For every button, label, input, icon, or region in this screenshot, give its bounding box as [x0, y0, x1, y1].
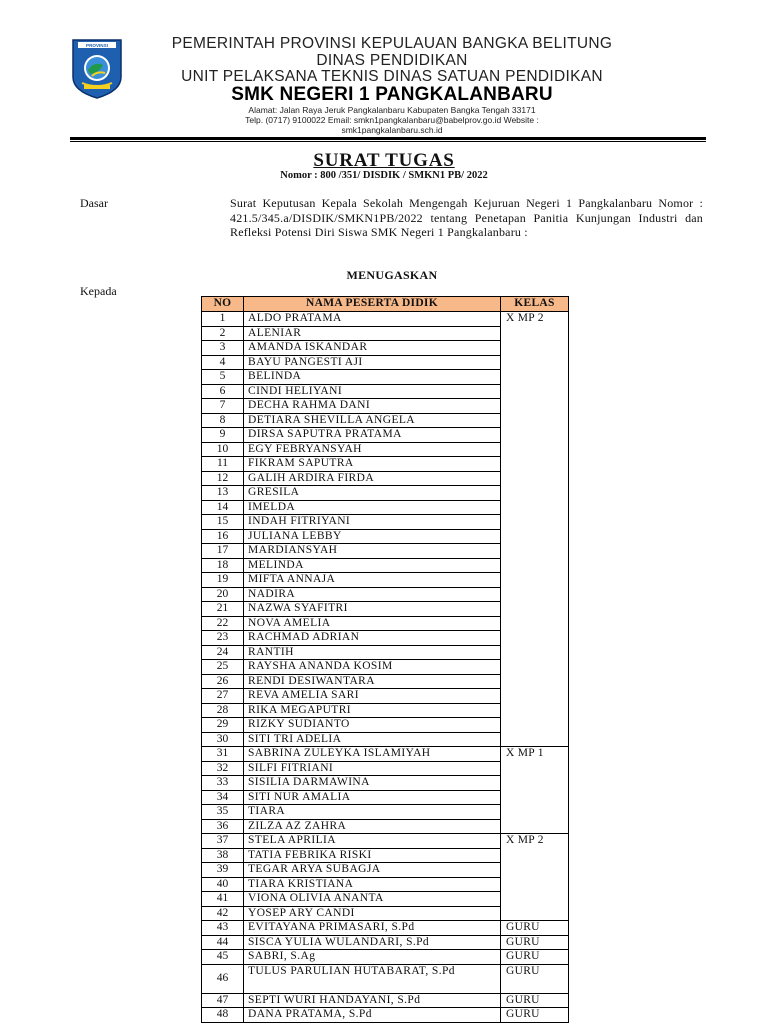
table-body — [202, 312, 569, 1023]
row-number: 31 — [202, 747, 244, 762]
letterhead-divider-thin — [70, 141, 706, 142]
document-number-label: Nomor : — [280, 170, 318, 181]
participant-class: GURU — [501, 935, 569, 950]
participant-table — [201, 296, 569, 1023]
header-no: NO — [202, 297, 244, 312]
letterhead-school-name: SMK NEGERI 1 PANGKALANBARU — [231, 84, 553, 105]
participant-name: JULIANA LEBBY — [244, 529, 501, 544]
row-number: 47 — [202, 993, 244, 1008]
row-number: 41 — [202, 892, 244, 907]
participant-name: SITI TRI ADELIA — [244, 732, 501, 747]
participant-class: X MP 1 — [501, 747, 569, 834]
row-number: 7 — [202, 399, 244, 414]
row-number: 34 — [202, 790, 244, 805]
row-number: 18 — [202, 558, 244, 573]
table-row — [202, 1008, 569, 1023]
participant-name: EVITAYANA PRIMASARI, S.Pd — [244, 921, 501, 936]
table-row — [202, 747, 569, 762]
row-number: 10 — [202, 442, 244, 457]
row-number: 2 — [202, 326, 244, 341]
participant-class: GURU — [501, 993, 569, 1008]
row-number: 26 — [202, 674, 244, 689]
row-number: 6 — [202, 384, 244, 399]
header-name: NAMA PESERTA DIDIK — [244, 297, 501, 312]
participant-name: GRESILA — [244, 486, 501, 501]
row-number: 38 — [202, 848, 244, 863]
participant-name: YOSEP ARY CANDI — [244, 906, 501, 921]
participant-name: MIFTA ANNAJA — [244, 573, 501, 588]
row-number: 27 — [202, 689, 244, 704]
participant-name: SISILIA DARMAWINA — [244, 776, 501, 791]
letterhead-address: Alamat: Jalan Raya Jeruk Pangkalanbaru Kabupaten Bangka Tengah 33171 — [248, 105, 536, 115]
letterhead-unit: UNIT PELAKSANA TEKNIS DINAS SATUAN PENDIDIKAN — [181, 68, 603, 85]
row-number: 11 — [202, 457, 244, 472]
participant-class: GURU — [501, 921, 569, 936]
letterhead-divider-thick — [70, 137, 706, 140]
participant-name: SISCA YULIA WULANDARI, S.Pd — [244, 935, 501, 950]
row-number: 30 — [202, 732, 244, 747]
basis-text: Surat Keputusan Kepala Sekolah Mengengah Kejuruan Negeri 1 Pangkalanbaru Nomor : 421.5/345.a/DISDIK/SMKN1PB/2022 tentang Penetapan Panitia Kunjungan Industri dan Refleksi Potensi Diri Siswa SMK Negeri 1 Pangkalanbaru : — [230, 196, 703, 239]
table-row — [202, 950, 569, 965]
participant-name: IMELDA — [244, 500, 501, 515]
basis-label: Dasar — [80, 196, 108, 210]
participant-name: FIKRAM SAPUTRA — [244, 457, 501, 472]
participant-name: NAZWA SYAFITRI — [244, 602, 501, 617]
document-number — [0, 170, 768, 181]
participant-name: TULUS PARULIAN HUTABARAT, S.Pd — [244, 964, 501, 993]
participant-name: SEPTI WURI HANDAYANI, S.Pd — [244, 993, 501, 1008]
row-number: 9 — [202, 428, 244, 443]
participant-name: ALENIAR — [244, 326, 501, 341]
row-number: 19 — [202, 573, 244, 588]
row-number: 22 — [202, 616, 244, 631]
participant-name: VIONA OLIVIA ANANTA — [244, 892, 501, 907]
participant-name: EGY FEBRYANSYAH — [244, 442, 501, 457]
participant-class: X MP 2 — [501, 834, 569, 921]
participant-name: NADIRA — [244, 587, 501, 602]
participant-name: ZILZA AZ ZAHRA — [244, 819, 501, 834]
participant-name: RAYSHA ANANDA KOSIM — [244, 660, 501, 675]
row-number: 15 — [202, 515, 244, 530]
table-row — [202, 834, 569, 849]
row-number: 33 — [202, 776, 244, 791]
participant-name: SABRI, S.Ag — [244, 950, 501, 965]
letterhead-government: PEMERINTAH PROVINSI KEPULAUAN BANGKA BELITUNG — [171, 35, 613, 52]
row-number: 8 — [202, 413, 244, 428]
participant-name: TATIA FEBRIKA RISKI — [244, 848, 501, 863]
table-row — [202, 935, 569, 950]
participant-name: STELA APRILIA — [244, 834, 501, 849]
participant-name: ALDO PRATAMA — [244, 312, 501, 327]
participant-class: GURU — [501, 964, 569, 993]
participant-name: NOVA AMELIA — [244, 616, 501, 631]
document-title-text: SURAT TUGAS — [313, 150, 455, 171]
participant-name: RIZKY SUDIANTO — [244, 718, 501, 733]
logo-text: PROVINSI — [86, 43, 108, 48]
participant-name: SABRINA ZULEYKA ISLAMIYAH — [244, 747, 501, 762]
participant-name: RIKA MEGAPUTRI — [244, 703, 501, 718]
row-number: 42 — [202, 906, 244, 921]
table-row — [202, 312, 569, 327]
row-number: 40 — [202, 877, 244, 892]
table-row — [202, 921, 569, 936]
participant-class: GURU — [501, 950, 569, 965]
table-header-row — [202, 297, 569, 312]
row-number: 28 — [202, 703, 244, 718]
participant-name: RANTIH — [244, 645, 501, 660]
row-number: 24 — [202, 645, 244, 660]
participant-name: MARDIANSYAH — [244, 544, 501, 559]
row-number: 16 — [202, 529, 244, 544]
participant-name: REVA AMELIA SARI — [244, 689, 501, 704]
participant-name: DECHA RAHMA DANI — [244, 399, 501, 414]
row-number: 37 — [202, 834, 244, 849]
row-number: 5 — [202, 370, 244, 385]
participant-name: DANA PRATAMA, S.Pd — [244, 1008, 501, 1023]
participant-name: TIARA — [244, 805, 501, 820]
participant-name: TEGAR ARYA SUBAGJA — [244, 863, 501, 878]
row-number: 36 — [202, 819, 244, 834]
participant-class: GURU — [501, 1008, 569, 1023]
participant-name: BELINDA — [244, 370, 501, 385]
participant-name: DIRSA SAPUTRA PRATAMA — [244, 428, 501, 443]
row-number: 25 — [202, 660, 244, 675]
participant-name: RENDI DESIWANTARA — [244, 674, 501, 689]
row-number: 12 — [202, 471, 244, 486]
document-title — [0, 150, 768, 172]
participant-name: AMANDA ISKANDAR — [244, 341, 501, 356]
row-number: 44 — [202, 935, 244, 950]
row-number: 1 — [202, 312, 244, 327]
row-number: 4 — [202, 355, 244, 370]
participant-name: GALIH ARDIRA FIRDA — [244, 471, 501, 486]
row-number: 46 — [202, 964, 244, 993]
participant-name: CINDI HELIYANI — [244, 384, 501, 399]
row-number: 39 — [202, 863, 244, 878]
row-number: 21 — [202, 602, 244, 617]
participant-name: SITI NUR AMALIA — [244, 790, 501, 805]
row-number: 20 — [202, 587, 244, 602]
participant-name: INDAH FITRIYANI — [244, 515, 501, 530]
row-number: 48 — [202, 1008, 244, 1023]
letterhead-website: smk1pangkalanbaru.sch.id — [341, 125, 443, 135]
row-number: 32 — [202, 761, 244, 776]
row-number: 23 — [202, 631, 244, 646]
letterhead-department: DINAS PENDIDIKAN — [316, 52, 468, 69]
province-logo — [70, 37, 124, 100]
row-number: 13 — [202, 486, 244, 501]
participant-name: SILFI FITRIANI — [244, 761, 501, 776]
participant-name: BAYU PANGESTI AJI — [244, 355, 501, 370]
letterhead-contact: Telp. (0717) 9100022 Email: smkn1pangkalanbaru@babelprov.go.id Website : — [245, 115, 539, 125]
row-number: 14 — [202, 500, 244, 515]
assignment-heading: MENUGASKAN — [346, 268, 438, 282]
participant-class: X MP 2 — [501, 312, 569, 747]
row-number: 45 — [202, 950, 244, 965]
table-row — [202, 993, 569, 1008]
table-row — [202, 964, 569, 993]
recipient-label: Kepada — [80, 284, 117, 298]
row-number: 29 — [202, 718, 244, 733]
document-number-value: 800 /351/ DISDIK / SMKN1 PB/ 2022 — [320, 170, 488, 181]
participant-name: TIARA KRISTIANA — [244, 877, 501, 892]
row-number: 43 — [202, 921, 244, 936]
participant-name: MELINDA — [244, 558, 501, 573]
row-number: 35 — [202, 805, 244, 820]
participant-name: RACHMAD ADRIAN — [244, 631, 501, 646]
row-number: 3 — [202, 341, 244, 356]
row-number: 17 — [202, 544, 244, 559]
participant-name: DETIARA SHEVILLA ANGELA — [244, 413, 501, 428]
header-class: KELAS — [501, 297, 569, 312]
